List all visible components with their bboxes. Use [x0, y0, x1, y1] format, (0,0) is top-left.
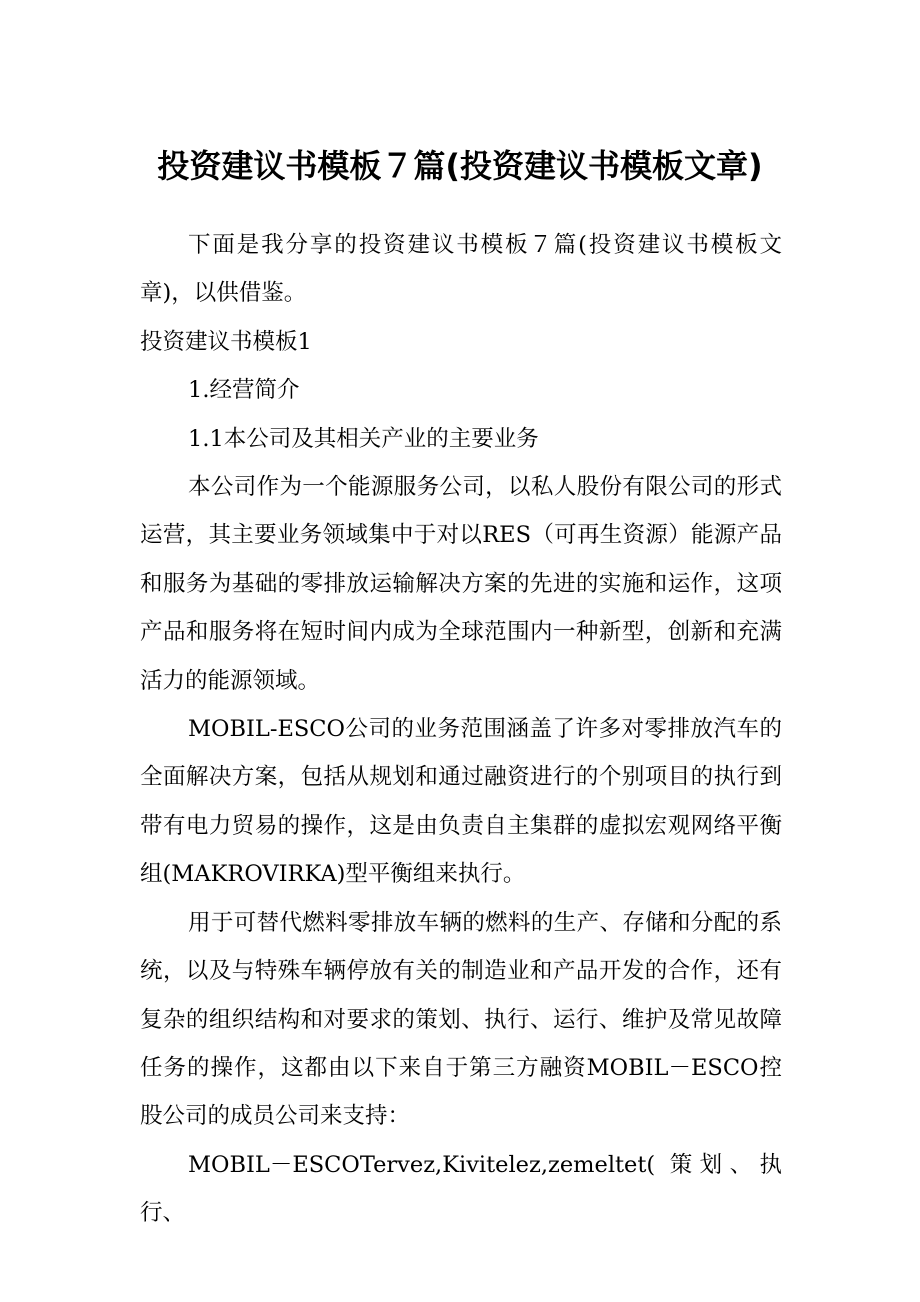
document-body: [140, 221, 782, 1238]
intro-paragraph: 下面是我分享的投资建议书模板７篇(投资建议书模板文章)，以供借鉴。: [140, 232, 782, 307]
subsection-heading: 1.经营简介: [188, 377, 300, 404]
body-paragraph: 用于可替代燃料零排放车辆的燃料的生产、存储和分配的系统，以及与特殊车辆停放有关的制造业和产品开发的合作，还有复杂的组织结构和对要求的策划、执行、运行、维护及常见故障任务的操作，这都由以下来自于第三方融资MOBIL－ESCO控股公司的成员公司来支持：: [140, 909, 782, 1130]
body-paragraph: MOBIL-ESCO公司的业务范围涵盖了许多对零排放汽车的全面解决方案，包括从规划和通过融资进行的个别项目的执行到带有电力贸易的操作，这是由负责自主集群的虚拟宏观网络平衡组(MAKROVIRKA)型平衡组来执行。: [140, 716, 782, 888]
body-paragraph: 本公司作为一个能源服务公司，以私人股份有限公司的形式运营，其主要业务领域集中于对以RES（可再生资源）能源产品和服务为基础的零排放运输解决方案的先进的实施和运作，这项产品和服务将在短时间内成为全球范围内一种新型，创新和充满活力的能源领域。: [140, 474, 782, 694]
document-title: 投资建议书模板７篇(投资建议书模板文章): [157, 147, 763, 185]
section-heading: 投资建议书模板1: [140, 328, 312, 355]
subsection-heading: 1.1本公司及其相关产业的主要业务: [188, 425, 539, 452]
body-paragraph: MOBIL－ESCOTervez,Kivitelez,zemeltet( 策划、执行、: [140, 1151, 782, 1227]
